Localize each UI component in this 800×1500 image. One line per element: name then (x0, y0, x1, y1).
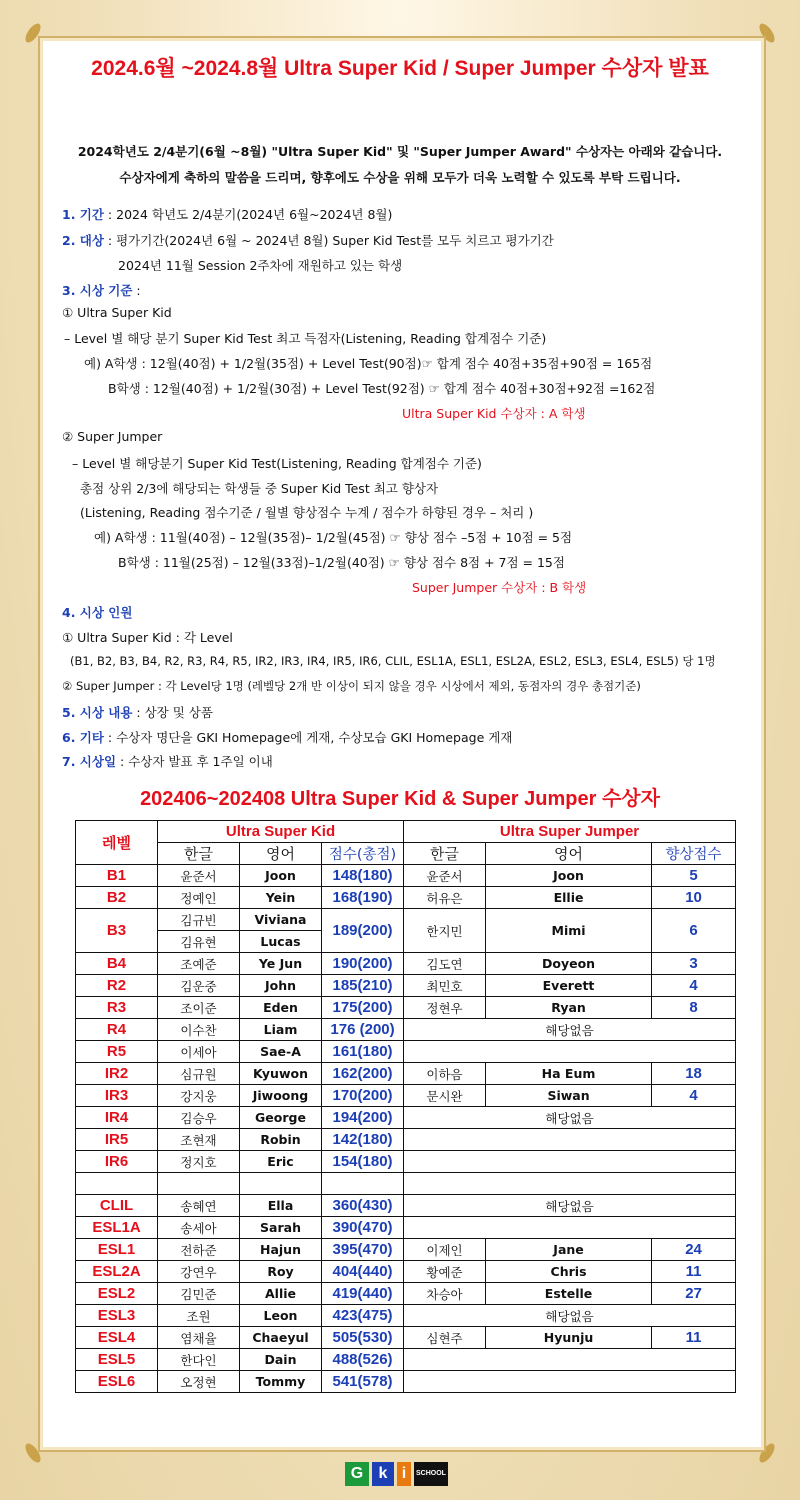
table-row (76, 1063, 736, 1085)
score-cell: 189(200) (322, 909, 404, 953)
sj-korean-name-cell: 심현주 (404, 1327, 486, 1349)
level-cell: ESL5 (76, 1349, 158, 1371)
table-row (76, 909, 736, 931)
english-name-cell: Allie (240, 1283, 322, 1305)
english-name-cell: Sae-A (240, 1041, 322, 1063)
count-sj: ② Super Jumper : 각 Level당 1명 (레벨당 2개 반 이상이 되지 않을 경우 시상에서 제외, 동점자의 경우 총점기준) (62, 679, 641, 693)
english-name-cell: Chaeyul (240, 1327, 322, 1349)
score-cell: 419(440) (322, 1283, 404, 1305)
sj-english-name-cell: Ellie (486, 887, 652, 909)
sj-empty-cell (404, 1151, 736, 1173)
english-name-cell: Dain (240, 1349, 322, 1371)
korean-name-cell: 강지웅 (158, 1085, 240, 1107)
korean-name-cell: 김민준 (158, 1283, 240, 1305)
sj-example-a: 예) A학생 : 11월(40점) – 12월(35점)– 1/2월(45점) ☞ 향상 점수 –5점 + 10점 = 5점 (94, 530, 573, 545)
english-name-cell: Yein (240, 887, 322, 909)
header-level: 레벨 (76, 821, 158, 865)
sj-improve-cell: 18 (652, 1063, 736, 1085)
section-text: : 수상자 명단을 GKI Homepage에 게재, 수상모습 GKI Homepage 게재 (103, 730, 513, 745)
section-text: : 2024 학년도 2/4분기(2024년 6월~2024년 8월) (103, 207, 393, 222)
section-label: 5. 시상 내용 (62, 705, 133, 720)
korean-name-cell: 강연우 (158, 1261, 240, 1283)
korean-name-cell: 조원 (158, 1305, 240, 1327)
score-cell: 423(475) (322, 1305, 404, 1327)
score-cell: 170(200) (322, 1085, 404, 1107)
korean-name-cell: 염채율 (158, 1327, 240, 1349)
korean-name-cell: 심규원 (158, 1063, 240, 1085)
score-cell: 148(180) (322, 865, 404, 887)
level-cell: R5 (76, 1041, 158, 1063)
logo-letter: i (397, 1462, 411, 1486)
korean-name-cell: 조이준 (158, 997, 240, 1019)
level-cell: R3 (76, 997, 158, 1019)
sj-english-name-cell: Doyeon (486, 953, 652, 975)
section-label: 4. 시상 인원 (62, 605, 133, 620)
sj-english-name-cell: Chris (486, 1261, 652, 1283)
sj-english-name-cell: Jane (486, 1239, 652, 1261)
score-cell: 176 (200) (322, 1019, 404, 1041)
sj-winner: Super Jumper 수상자 : B 학생 (412, 580, 587, 595)
level-cell: ESL3 (76, 1305, 158, 1327)
section-text: : 평가기간(2024년 6월 ~ 2024년 8월) Super Kid Test를 모두 치르고 평가기간 (103, 233, 554, 248)
empty-cell (158, 1173, 240, 1195)
table-row (76, 1305, 736, 1327)
count-levels: (B1, B2, B3, B4, R2, R3, R4, R5, IR2, IR3, IR4, IR5, IR6, CLIL, ESL1A, ESL1, ESL2A, ESL2, ESL3, ESL4, ESL5) 당 1명 (70, 654, 716, 668)
sj-korean-name-cell: 정현우 (404, 997, 486, 1019)
sj-improve-cell: 27 (652, 1283, 736, 1305)
logo-school: SCHOOL (414, 1462, 448, 1486)
english-name-cell: Kyuwon (240, 1063, 322, 1085)
usk-heading: ① Ultra Super Kid (62, 305, 172, 320)
section-prize (62, 703, 213, 721)
table-row (76, 975, 736, 997)
table-row (76, 1195, 736, 1217)
sj-english-name-cell: Mimi (486, 909, 652, 953)
english-name-cell: Robin (240, 1129, 322, 1151)
sj-korean-name-cell: 황예준 (404, 1261, 486, 1283)
table-row (76, 1217, 736, 1239)
section-text: : 수상자 발표 후 1주일 이내 (116, 754, 273, 769)
sj-improve-cell: 8 (652, 997, 736, 1019)
section-count (62, 603, 132, 621)
english-name-cell: Eric (240, 1151, 322, 1173)
score-cell: 190(200) (322, 953, 404, 975)
korean-name-cell: 이세아 (158, 1041, 240, 1063)
sj-english-name-cell: Ha Eum (486, 1063, 652, 1085)
winners-table (75, 820, 736, 1393)
table-row (76, 1041, 736, 1063)
table-row (76, 1151, 736, 1173)
sj-english-name-cell: Joon (486, 865, 652, 887)
table-row (76, 865, 736, 887)
english-name-cell: Leon (240, 1305, 322, 1327)
sj-empty-cell (404, 1371, 736, 1393)
table-row (76, 1261, 736, 1283)
level-cell: IR5 (76, 1129, 158, 1151)
empty-cell (76, 1173, 158, 1195)
section-label: 6. 기타 (62, 730, 104, 745)
score-cell: 505(530) (322, 1327, 404, 1349)
sj-rule-2: 총점 상위 2/3에 해당되는 학생들 중 Super Kid Test 최고 향상자 (80, 481, 439, 496)
sj-empty-cell (404, 1041, 736, 1063)
sj-korean-name-cell: 이제인 (404, 1239, 486, 1261)
english-name-cell: Hajun (240, 1239, 322, 1261)
sj-empty-cell: 해당없음 (404, 1107, 736, 1129)
score-cell: 168(190) (322, 887, 404, 909)
english-name-cell: Sarah (240, 1217, 322, 1239)
table-blank-row (76, 1173, 736, 1195)
sj-improve-cell: 3 (652, 953, 736, 975)
empty-cell (322, 1173, 404, 1195)
section-text: : 상장 및 상품 (132, 705, 213, 720)
sj-improve-cell: 24 (652, 1239, 736, 1261)
count-usk: ① Ultra Super Kid : 각 Level (62, 630, 233, 645)
english-name-cell: Ye Jun (240, 953, 322, 975)
level-cell: B4 (76, 953, 158, 975)
sj-improve-cell: 4 (652, 1085, 736, 1107)
sj-english-name-cell: Siwan (486, 1085, 652, 1107)
table-row (76, 1129, 736, 1151)
level-cell: R4 (76, 1019, 158, 1041)
sj-improve-cell: 11 (652, 1261, 736, 1283)
english-name-cell: Ella (240, 1195, 322, 1217)
score-cell: 142(180) (322, 1129, 404, 1151)
sj-korean-name-cell: 이하음 (404, 1063, 486, 1085)
korean-name-cell: 송혜연 (158, 1195, 240, 1217)
intro-line-2: 수상자에게 축하의 말씀을 드리며, 향후에도 수상을 위해 모두가 더욱 노력할 수 있도록 부탁 드립니다. (119, 170, 681, 185)
sj-rule: – Level 별 해당분기 Super Kid Test(Listening, Reading 합계점수 기준) (72, 456, 482, 471)
score-cell: 541(578) (322, 1371, 404, 1393)
table-row (76, 1371, 736, 1393)
empty-cell (404, 1173, 736, 1195)
level-cell: IR3 (76, 1085, 158, 1107)
table-row (76, 1283, 736, 1305)
section-period (62, 205, 392, 223)
score-cell: 390(470) (322, 1217, 404, 1239)
usk-rule: – Level 별 해당 분기 Super Kid Test 최고 득점자(Listening, Reading 합계점수 기준) (64, 331, 547, 346)
table-subheader-row (76, 843, 736, 865)
english-name-cell: Liam (240, 1019, 322, 1041)
section-text: : (132, 283, 141, 298)
logo-letter: G (345, 1462, 369, 1486)
sj-english-name-cell: Everett (486, 975, 652, 997)
english-name-cell: Eden (240, 997, 322, 1019)
sj-english-name-cell: Hyunju (486, 1327, 652, 1349)
english-name-cell: Viviana (240, 909, 322, 931)
usk-winner: Ultra Super Kid 수상자 : A 학생 (402, 406, 586, 421)
sj-korean-name-cell: 김도연 (404, 953, 486, 975)
header-english-2: 영어 (486, 843, 652, 865)
level-cell: IR6 (76, 1151, 158, 1173)
level-cell: ESL6 (76, 1371, 158, 1393)
english-name-cell: Lucas (240, 931, 322, 953)
sj-empty-cell (404, 1349, 736, 1371)
section-criteria (62, 281, 141, 299)
korean-name-cell: 김규빈 (158, 909, 240, 931)
table-row (76, 1107, 736, 1129)
korean-name-cell: 조예준 (158, 953, 240, 975)
level-cell: IR4 (76, 1107, 158, 1129)
table-row (76, 1327, 736, 1349)
sj-improve-cell: 4 (652, 975, 736, 997)
level-cell: B3 (76, 909, 158, 953)
usk-example-b: B학생 : 12월(40점) + 1/2월(30점) + Level Test(92점) ☞ 합계 점수 40점+30점+92점 =162점 (108, 381, 656, 396)
sj-korean-name-cell: 윤준서 (404, 865, 486, 887)
score-cell: 395(470) (322, 1239, 404, 1261)
sj-heading: ② Super Jumper (62, 429, 163, 444)
score-cell: 404(440) (322, 1261, 404, 1283)
english-name-cell: George (240, 1107, 322, 1129)
english-name-cell: Jiwoong (240, 1085, 322, 1107)
sj-improve-cell: 10 (652, 887, 736, 909)
score-cell: 154(180) (322, 1151, 404, 1173)
sj-rule-3: (Listening, Reading 점수기준 / 월별 향상점수 누계 / 점수가 하향된 경우 – 처리 ) (80, 505, 534, 520)
level-cell: B1 (76, 865, 158, 887)
sj-korean-name-cell: 한지민 (404, 909, 486, 953)
korean-name-cell: 조현재 (158, 1129, 240, 1151)
score-cell: 360(430) (322, 1195, 404, 1217)
sj-korean-name-cell: 차승아 (404, 1283, 486, 1305)
intro-line-1: 2024학년도 2/4분기(6월 ~8월) "Ultra Super Kid" 및 "Super Jumper Award" 수상자는 아래와 같습니다. (77, 144, 723, 159)
sj-improve-cell: 11 (652, 1327, 736, 1349)
korean-name-cell: 김승우 (158, 1107, 240, 1129)
section-target (62, 231, 554, 249)
english-name-cell: John (240, 975, 322, 997)
korean-name-cell: 김유현 (158, 931, 240, 953)
score-cell: 194(200) (322, 1107, 404, 1129)
english-name-cell: Joon (240, 865, 322, 887)
winners-table-title: 202406~202408 Ultra Super Kid & Super Jumper 수상자 (140, 788, 660, 810)
section-label: 7. 시상일 (62, 754, 117, 769)
sj-empty-cell (404, 1129, 736, 1151)
level-cell: B2 (76, 887, 158, 909)
usk-example-a: 예) A학생 : 12월(40점) + 1/2월(35점) + Level Test(90점)☞ 합계 점수 40점+35점+90점 = 165점 (84, 356, 653, 371)
level-cell: ESL2 (76, 1283, 158, 1305)
header-usk: Ultra Super Kid (158, 821, 404, 843)
sj-example-b: B학생 : 11월(25점) – 12월(33점)–1/2월(40점) ☞ 향상 점수 8점 + 7점 = 15점 (118, 555, 565, 570)
sj-korean-name-cell: 허유은 (404, 887, 486, 909)
gki-school-logo (345, 1462, 448, 1486)
sj-empty-cell: 해당없음 (404, 1195, 736, 1217)
korean-name-cell: 한다인 (158, 1349, 240, 1371)
sj-empty-cell: 해당없음 (404, 1019, 736, 1041)
korean-name-cell: 정지호 (158, 1151, 240, 1173)
score-cell: 488(526) (322, 1349, 404, 1371)
level-cell: IR2 (76, 1063, 158, 1085)
section-etc (62, 728, 512, 746)
score-cell: 185(210) (322, 975, 404, 997)
sj-improve-cell: 6 (652, 909, 736, 953)
table-row (76, 953, 736, 975)
table-row (76, 1085, 736, 1107)
table-header-row (76, 821, 736, 843)
section-label: 1. 기간 (62, 207, 104, 222)
table-row (76, 887, 736, 909)
korean-name-cell: 정예인 (158, 887, 240, 909)
korean-name-cell: 오정현 (158, 1371, 240, 1393)
table-row (76, 1349, 736, 1371)
level-cell: ESL1 (76, 1239, 158, 1261)
level-cell: ESL4 (76, 1327, 158, 1349)
sj-improve-cell: 5 (652, 865, 736, 887)
sj-english-name-cell: Ryan (486, 997, 652, 1019)
korean-name-cell: 윤준서 (158, 865, 240, 887)
score-cell: 175(200) (322, 997, 404, 1019)
sj-korean-name-cell: 문시완 (404, 1085, 486, 1107)
table-row (76, 1019, 736, 1041)
section-date (62, 752, 273, 770)
header-sj: Ultra Super Jumper (404, 821, 736, 843)
korean-name-cell: 송세아 (158, 1217, 240, 1239)
korean-name-cell: 김운중 (158, 975, 240, 997)
header-improve: 향상점수 (652, 843, 736, 865)
english-name-cell: Roy (240, 1261, 322, 1283)
korean-name-cell: 이수찬 (158, 1019, 240, 1041)
level-cell: CLIL (76, 1195, 158, 1217)
english-name-cell: Tommy (240, 1371, 322, 1393)
level-cell: ESL1A (76, 1217, 158, 1239)
table-row (76, 997, 736, 1019)
level-cell: ESL2A (76, 1261, 158, 1283)
sj-english-name-cell: Estelle (486, 1283, 652, 1305)
table-row (76, 1239, 736, 1261)
score-cell: 161(180) (322, 1041, 404, 1063)
header-score: 점수(총점) (322, 843, 404, 865)
score-cell: 162(200) (322, 1063, 404, 1085)
page-title: 2024.6월 ~2024.8월 Ultra Super Kid / Super Jumper 수상자 발표 (91, 57, 709, 80)
empty-cell (240, 1173, 322, 1195)
korean-name-cell: 전하준 (158, 1239, 240, 1261)
sj-empty-cell: 해당없음 (404, 1305, 736, 1327)
sj-empty-cell (404, 1217, 736, 1239)
header-korean-2: 한글 (404, 843, 486, 865)
section-target-cont: 2024년 11월 Session 2주차에 재원하고 있는 학생 (118, 258, 403, 273)
section-label: 3. 시상 기준 (62, 283, 133, 298)
header-korean: 한글 (158, 843, 240, 865)
header-english: 영어 (240, 843, 322, 865)
sj-korean-name-cell: 최민호 (404, 975, 486, 997)
level-cell: R2 (76, 975, 158, 997)
section-label: 2. 대상 (62, 233, 104, 248)
logo-letter: k (372, 1462, 394, 1486)
